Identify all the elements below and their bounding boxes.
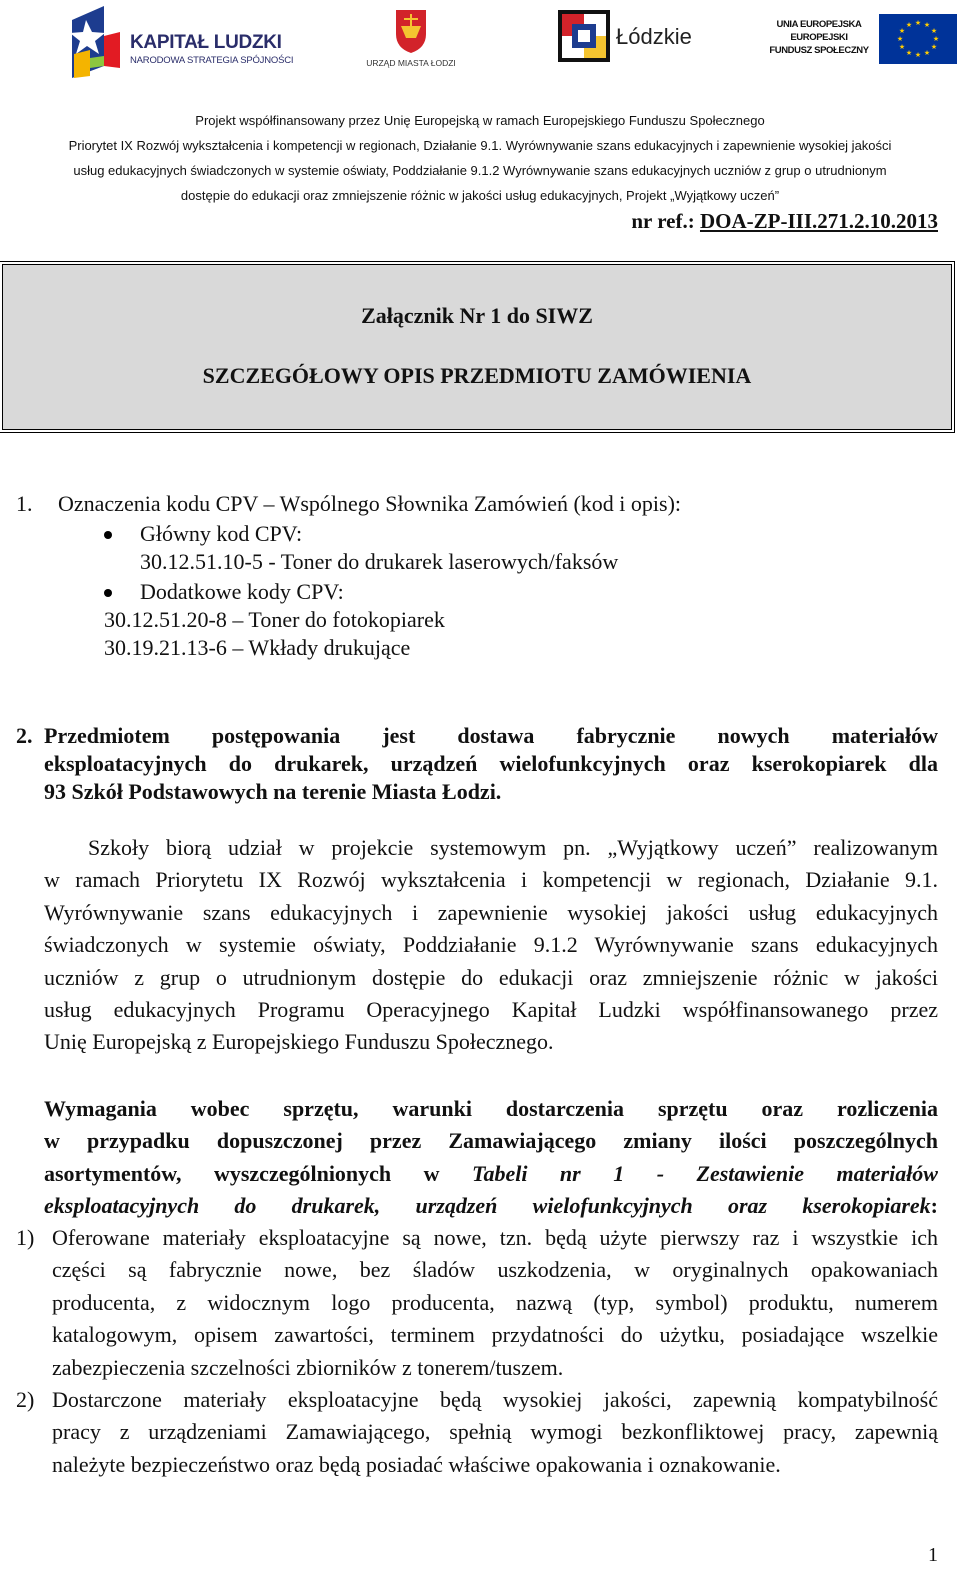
svg-text:★: ★: [896, 35, 904, 43]
svg-text:★: ★: [905, 21, 913, 29]
requirements-line: [44, 1158, 938, 1190]
project-header-line-2: Priorytet IX Rozwój wykształcenia i kompetencji w regionach, Działanie 9.1. Wyrównywanie szans edukacyjnych i zapewnienie wysokiej jakości: [68, 138, 892, 153]
requirements-text: w przypadku dopuszczonej przez Zamawiającego zmiany ilości poszczególnych: [44, 1128, 938, 1154]
svg-text:★: ★: [930, 43, 938, 51]
paragraph-line: w ramach Priorytetu IX Rozwój wykształcenia i kompetencji w regionach, Działanie 9.1.: [44, 867, 938, 893]
svg-text:★: ★: [932, 35, 940, 43]
attachment-title: Załącznik Nr 1 do SIWZ: [361, 303, 593, 328]
reference-label: nr ref.:: [631, 209, 700, 233]
requirements-heading: [44, 1093, 938, 1223]
svg-text:★: ★: [914, 51, 922, 59]
paragraph-line: Szkoły biorą udział w projekcie systemowym pn. „Wyjątkowy uczeń” realizowanym: [88, 835, 938, 860]
requirements-line: [44, 1125, 938, 1157]
extra-cpv-label: Dodatkowe kody CPV:: [140, 579, 344, 604]
eu-flag-icon: [879, 14, 957, 64]
svg-text:★: ★: [898, 43, 906, 51]
item-1-text: [52, 1222, 938, 1384]
urzad-miasta-lodzi-logo: [356, 8, 466, 70]
item-line: Dostarczone materiały eksploatacyjne będą wysokiej jakości, zapewnią kompatybilność: [52, 1387, 938, 1412]
lodzkie-emblem-icon: [558, 10, 610, 62]
item-line: producenta, z widocznym logo producenta, nazwą (typ, symbol) produktu, numerem: [52, 1289, 938, 1315]
requirements-text: asortymentów, wyszczególnionych w: [44, 1160, 473, 1186]
svg-text:★: ★: [898, 27, 906, 35]
section-2-number: 2.: [16, 723, 33, 748]
item-number: 2): [16, 1387, 35, 1412]
paragraph-line: usług edukacyjnych Programu Operacyjnego Kapitał Ludzki współfinansowanego przez: [44, 996, 938, 1022]
paragraph-line: uczniów z grup o utrudnionym dostępie do edukacji oraz zmniejszenie różnic w jakości: [44, 964, 938, 990]
lodz-coat-of-arms-icon: [394, 8, 428, 54]
bullet-icon: [104, 531, 112, 539]
requirements-line: [44, 1190, 938, 1222]
paragraph-line: Wyrównywanie szans edukacyjnych i zapewnienie wysokiej jakości usług edukacyjnych: [44, 899, 938, 925]
page-number: 1: [928, 1544, 938, 1566]
requirements-table-reference: eksploatacyjnych do drukarek, urządzeń wielofunkcyjnych oraz kserokopiarek: [44, 1193, 931, 1219]
logo-bar: [0, 0, 960, 100]
svg-text:★: ★: [923, 21, 931, 29]
extra-cpv-code: 30.19.21.13-6 – Wkłady drukujące: [104, 635, 411, 660]
ue-line-3: FUNDUSZ SPOŁECZNY: [769, 45, 869, 56]
item-line: katalogowym, opisem zawartości, terminem przydatności do użytku, posiadające wszelkie: [52, 1322, 938, 1348]
lodzkie-text: Łódzkie: [616, 24, 692, 49]
section-1-heading: Oznaczenia kodu CPV – Wspólnego Słownika Zamówień (kod i opis):: [58, 491, 682, 516]
item-line: części są fabrycznie nowe, bez śladów uszkodzenia, w oryginalnych opakowaniach: [52, 1257, 938, 1283]
item-line: Oferowane materiały eksploatacyjne są nowe, tzn. będą użyte pierwszy raz i wszystkie ich: [52, 1225, 938, 1250]
unia-europejska-text: [762, 18, 876, 57]
paragraph-line: Unię Europejską z Europejskiego Funduszu Społecznego.: [44, 1029, 554, 1055]
extra-cpv-code: 30.12.51.20-8 – Toner do fotokopiarek: [104, 607, 445, 632]
item-line: zabezpieczenia szczelności zbiorników z tonerem/tuszem.: [52, 1354, 564, 1380]
bullet-icon: [104, 589, 112, 597]
requirements-text: Wymagania wobec sprzętu, warunki dostarczenia sprzętu oraz rozliczenia: [44, 1096, 938, 1121]
reference-number: [631, 209, 938, 234]
item-line: należyte bezpieczeństwo oraz będą posiadać właściwe opakowania i oznakowanie.: [52, 1451, 781, 1477]
unia-europejska-logo: [762, 14, 958, 64]
kapital-ludzki-subtitle: NARODOWA STRATEGIA SPÓJNOŚCI: [130, 55, 294, 66]
ue-line-1: UNIA EUROPEJSKA: [776, 19, 862, 30]
section-2-heading-line: Przedmiotem postępowania jest dostawa fabrycznie nowych materiałów: [44, 723, 938, 748]
urzad-miasta-lodzi-text: URZĄD MIASTA ŁODZI: [366, 58, 456, 68]
kapital-ludzki-emblem-icon: [68, 6, 124, 82]
requirements-table-reference: Tabeli nr 1 - Zestawienie materiałów: [472, 1160, 938, 1186]
section-2-heading: [44, 722, 938, 806]
svg-text:★: ★: [914, 19, 922, 27]
project-paragraph: [44, 832, 938, 1059]
svg-text:★: ★: [923, 49, 931, 57]
project-header-line-3: usług edukacyjnych świadczonych w systemie oświaty, Poddziałanie 9.1.2 Wyrównywanie szans edukacyjnych uczniów z grup o utrudnionym: [73, 163, 887, 178]
svg-text:★: ★: [930, 27, 938, 35]
title-box: [2, 264, 952, 430]
requirements-line: [44, 1093, 938, 1125]
section-1-number: 1.: [16, 491, 33, 516]
project-header-line-4: dostępie do edukacji oraz zmniejszenie różnic w jakości usług edukacyjnych, Projekt „Wyjątkowy uczeń”: [180, 188, 780, 203]
section-2-heading-line: eksploatacyjnych do drukarek, urządzeń wielofunkcyjnych oraz kserokopiarek dla: [44, 751, 938, 776]
requirements-colon: :: [930, 1193, 938, 1219]
project-header-line-1: Projekt współfinansowany przez Unię Europejską w ramach Europejskiego Funduszu Społecznego: [195, 113, 765, 128]
section-2-heading-line: 93 Szkół Podstawowych na terenie Miasta Łodzi.: [44, 779, 502, 804]
kapital-ludzki-logo: [68, 6, 308, 82]
main-cpv-label: Główny kod CPV:: [140, 521, 303, 546]
ue-line-2: EUROPEJSKI: [790, 32, 848, 43]
lodzkie-logo: [558, 10, 698, 66]
document-title: SZCZEGÓŁOWY OPIS PRZEDMIOTU ZAMÓWIENIA: [202, 363, 752, 388]
reference-code: DOA-ZP-III.271.2.10.2013: [699, 209, 938, 233]
kapital-ludzki-title: KAPITAŁ LUDZKI: [130, 32, 282, 53]
paragraph-line: świadczonych w systemie oświaty, Poddziałanie 9.1.2 Wyrównywanie szans edukacyjnych: [44, 932, 938, 958]
item-number: 1): [16, 1225, 35, 1250]
svg-text:★: ★: [905, 49, 913, 57]
item-line: pracy z urządzeniami Zamawiającego, spełnią wymogi bezkonfliktowej pracy, zapewnią: [52, 1419, 938, 1445]
item-2-text: [52, 1384, 938, 1481]
main-cpv-code: 30.12.51.10-5 - Toner do drukarek laserowych/faksów: [140, 549, 619, 574]
